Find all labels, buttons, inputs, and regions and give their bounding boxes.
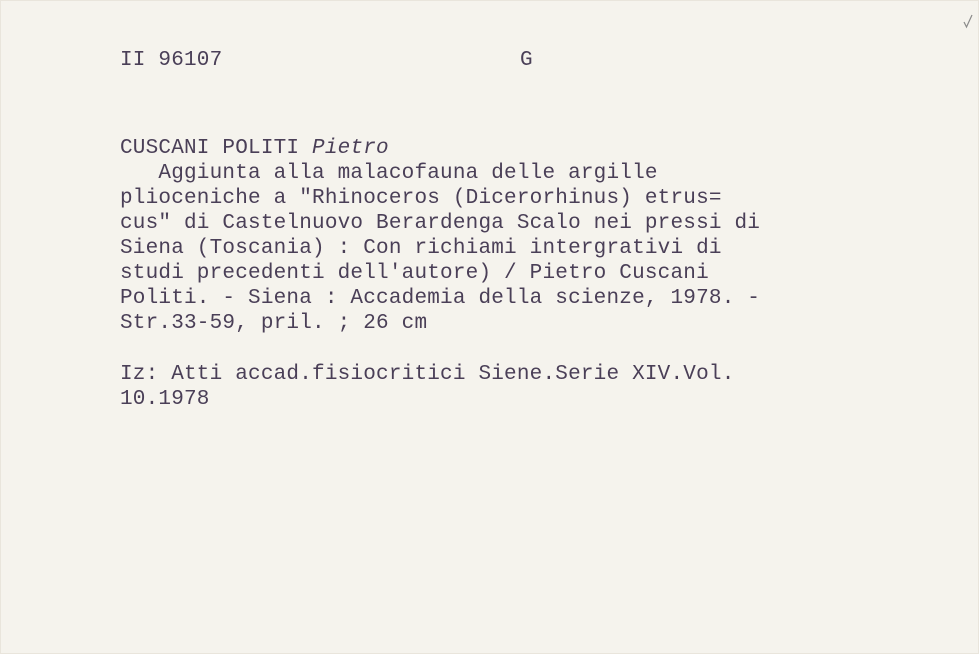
description-line: Aggiunta alla malacofauna delle argille xyxy=(120,162,658,185)
pencil-check-mark-icon xyxy=(963,14,973,30)
description-line: cus" di Castelnuovo Berardenga Scalo nei pressi di xyxy=(120,212,761,235)
source-line: Iz: Atti accad.fisiocritici Siene.Serie XIV.Vol. xyxy=(120,363,735,386)
author-given-name: Pietro xyxy=(312,137,389,160)
description-line: studi precedenti dell'autore) / Pietro Cuscani xyxy=(120,262,709,285)
author-surname: CUSCANI POLITI xyxy=(120,137,300,160)
description-line: Politi. - Siena : Accademia della scienze, 1978. - xyxy=(120,287,761,310)
author-heading xyxy=(120,136,389,161)
description-line: Siena (Toscania) : Con richiami intergrativi di xyxy=(120,237,722,260)
call-number: II 96107 xyxy=(120,49,223,72)
description-line: Str.33-59, pril. ; 26 cm xyxy=(120,312,428,335)
source-line: 10.1978 xyxy=(120,388,210,411)
section-letter: G xyxy=(520,49,533,72)
description-line: plioceniche a "Rhinoceros (Dicerorhinus) etrus= xyxy=(120,187,722,210)
